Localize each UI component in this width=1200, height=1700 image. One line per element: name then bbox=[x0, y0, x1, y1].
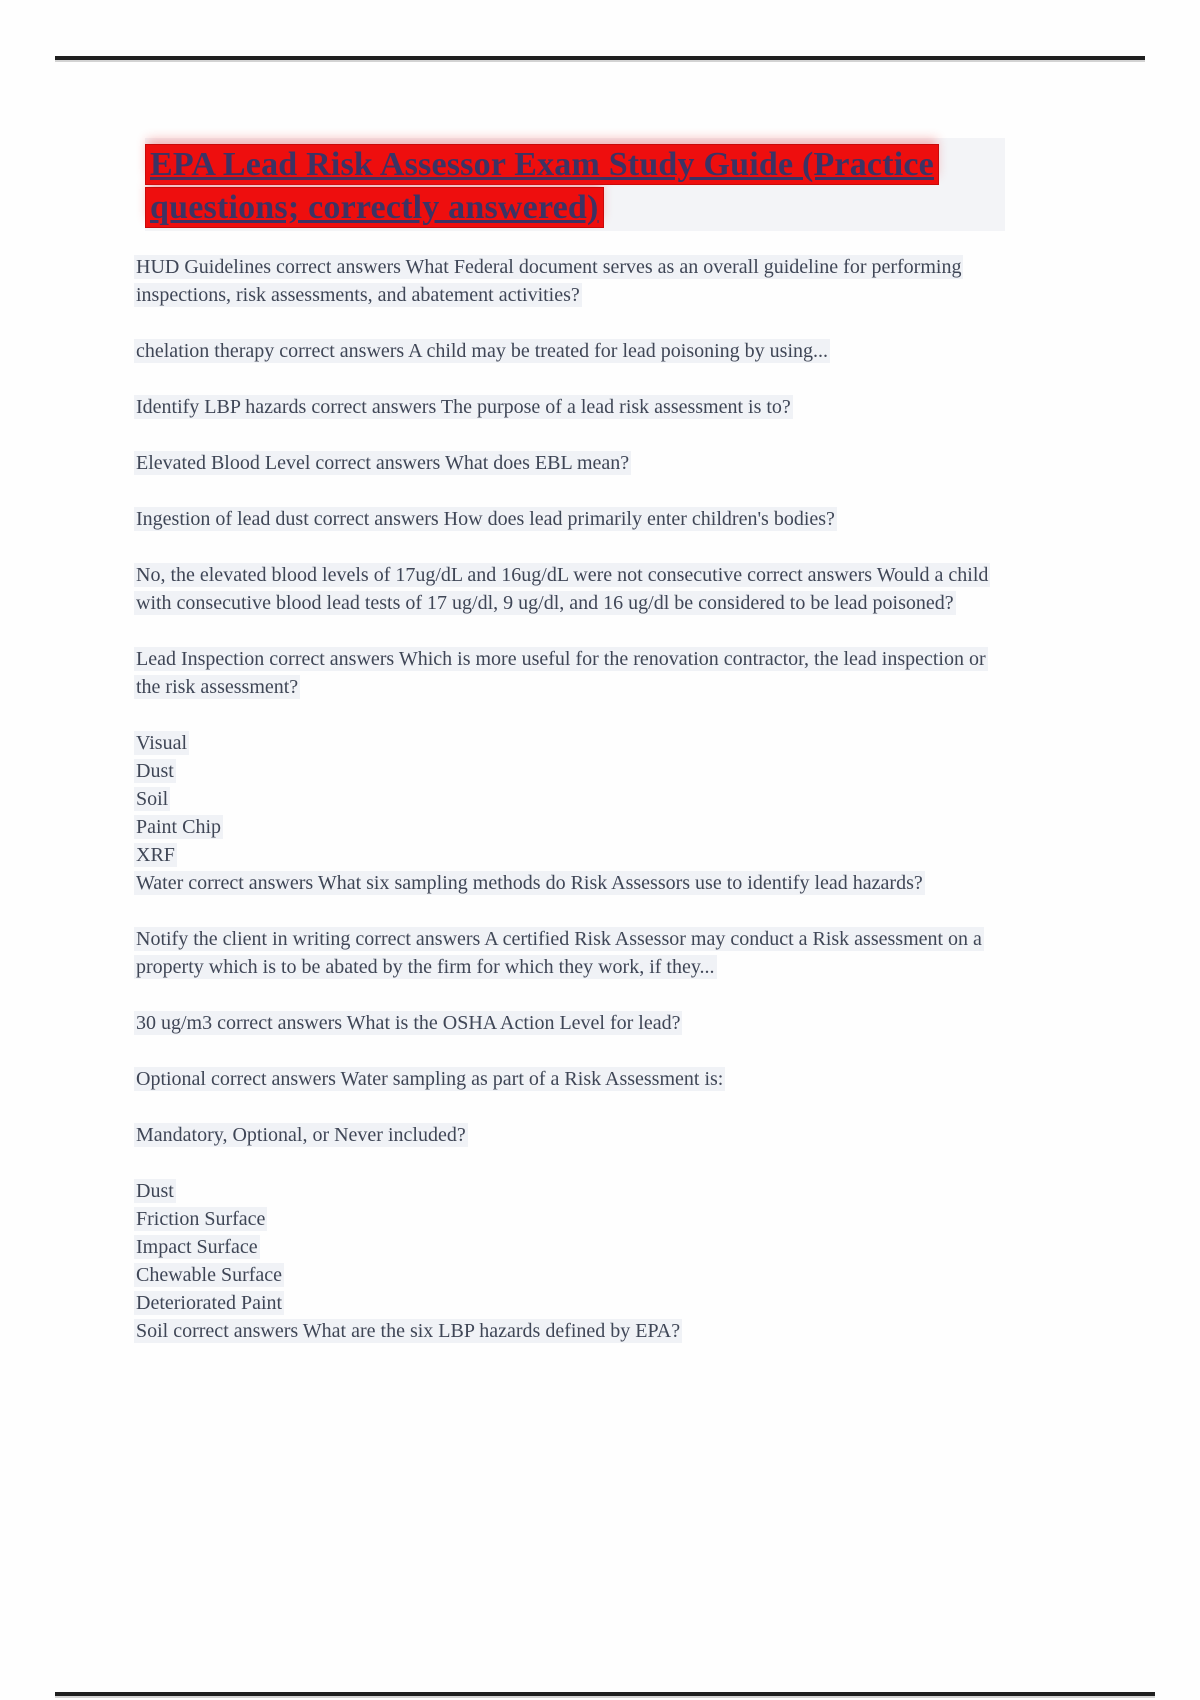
document-title bbox=[145, 138, 1005, 231]
qa-text-line: Soil correct answers What are the six LBP hazards defined by EPA? bbox=[136, 1320, 681, 1342]
qa-text-line: 30 ug/m3 correct answers What is the OSHA Action Level for lead? bbox=[136, 1012, 681, 1034]
qa-paragraph bbox=[134, 505, 992, 533]
qa-text-line: Dust bbox=[136, 1180, 174, 1202]
qa-text-line: Identify LBP hazards correct answers The purpose of a lead risk assessment is to? bbox=[136, 396, 791, 418]
qa-paragraph bbox=[134, 1009, 992, 1037]
bottom-divider bbox=[55, 1692, 1155, 1696]
qa-text-line: Visual bbox=[136, 732, 188, 754]
title-line-1: EPA Lead Risk Assessor Exam Study Guide (Practice bbox=[145, 144, 939, 185]
qa-paragraph bbox=[134, 1177, 992, 1345]
qa-text-line: Elevated Blood Level correct answers What does EBL mean? bbox=[136, 452, 630, 474]
qa-paragraph bbox=[134, 449, 992, 477]
qa-text-line: Soil bbox=[136, 788, 169, 810]
qa-text-line: Friction Surface bbox=[136, 1208, 266, 1230]
qa-text-line: Mandatory, Optional, or Never included? bbox=[136, 1124, 466, 1146]
title-line-2: questions; correctly answered) bbox=[145, 187, 604, 228]
qa-paragraph bbox=[134, 393, 992, 421]
qa-text-line: Water correct answers What six sampling methods do Risk Assessors use to identify lead hazards? bbox=[136, 872, 923, 894]
qa-paragraph bbox=[134, 1065, 992, 1093]
qa-text-line: HUD Guidelines correct answers What Federal document serves as an overall guideline for performing inspections, risk assessments, and abatement activities? bbox=[136, 256, 962, 306]
qa-paragraph bbox=[134, 645, 992, 701]
qa-text-line: Optional correct answers Water sampling as part of a Risk Assessment is: bbox=[136, 1068, 724, 1090]
qa-text-line: XRF bbox=[136, 844, 175, 866]
qa-text-line: Ingestion of lead dust correct answers How does lead primarily enter children's bodies? bbox=[136, 508, 835, 530]
qa-paragraph bbox=[134, 561, 992, 617]
qa-paragraph bbox=[134, 337, 992, 365]
qa-text-line: Notify the client in writing correct answers A certified Risk Assessor may conduct a Risk assessment on a property which is to be abated by the firm for which they work, if they... bbox=[136, 928, 982, 978]
qa-paragraph bbox=[134, 925, 992, 981]
document-body bbox=[134, 253, 992, 1345]
qa-text-line: Dust bbox=[136, 760, 174, 782]
qa-text-line: Impact Surface bbox=[136, 1236, 258, 1258]
top-divider bbox=[55, 56, 1145, 60]
qa-paragraph bbox=[134, 1121, 992, 1149]
qa-text-line: Deteriorated Paint bbox=[136, 1292, 283, 1314]
qa-text-line: chelation therapy correct answers A child may be treated for lead poisoning by using... bbox=[136, 340, 829, 362]
qa-text-line: Lead Inspection correct answers Which is more useful for the renovation contractor, the lead inspection or the risk assessment? bbox=[136, 648, 986, 698]
qa-paragraph bbox=[134, 729, 992, 897]
qa-text-line: Chewable Surface bbox=[136, 1264, 283, 1286]
qa-paragraph bbox=[134, 253, 992, 309]
qa-text-line: No, the elevated blood levels of 17ug/dL and 16ug/dL were not consecutive correct answers Would a child with consecutive blood lead tests of 17 ug/dl, 9 ug/dl, and 16 ug/dl be considered to be lead poisoned? bbox=[136, 564, 989, 614]
qa-text-line: Paint Chip bbox=[136, 816, 222, 838]
